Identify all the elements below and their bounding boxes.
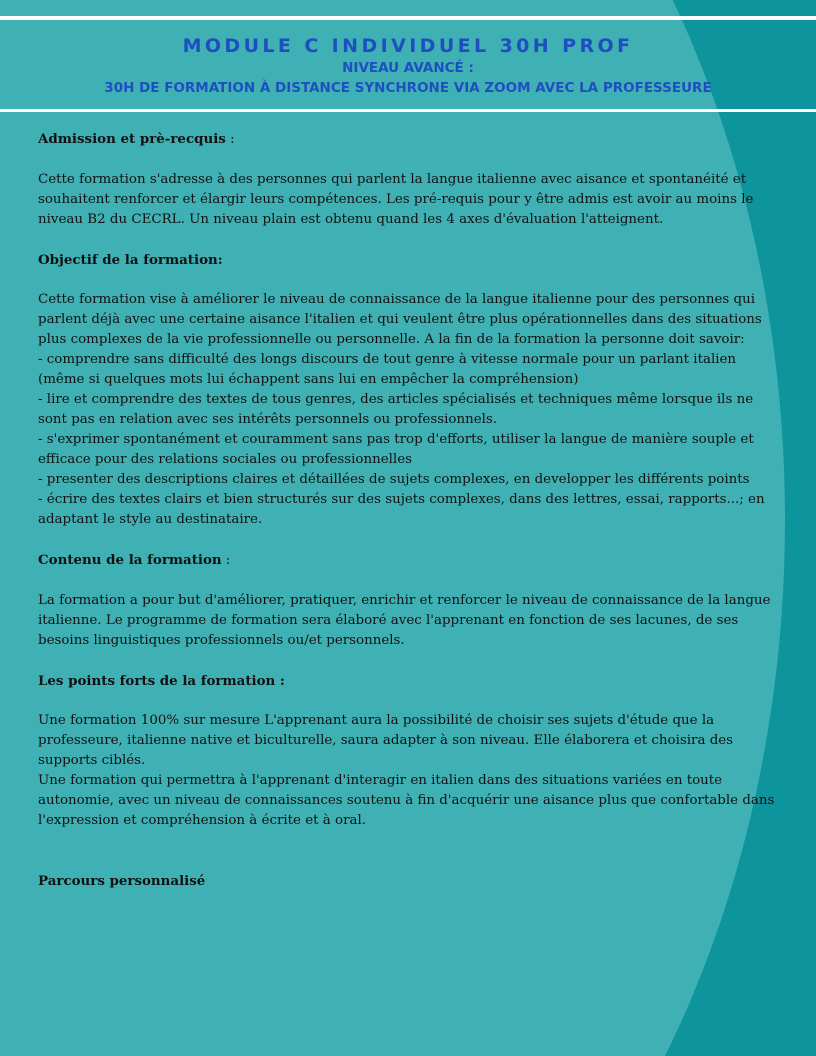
header-bottom-rule bbox=[0, 109, 816, 112]
contenu-heading: Contenu de la formation bbox=[38, 552, 222, 568]
level-subtitle: NIVEAU AVANCÉ : bbox=[342, 60, 474, 76]
admission-heading: Admission et prè-recquis bbox=[38, 131, 226, 147]
contenu-heading-suffix: : bbox=[221, 553, 231, 568]
contenu-heading-line bbox=[38, 550, 776, 571]
admission-heading-line bbox=[38, 129, 776, 150]
parcours-heading: Parcours personnalisé bbox=[38, 873, 206, 889]
points-forts-text-1: Une formation 100% sur mesure L'apprenant aura la possibilité de choisir ses sujets d'étude que la professeure, italienne native et biculturelle, saura adapter à son niveau. Elle élaborera et choisira des supports ciblés. bbox=[38, 713, 734, 768]
format-subtitle: 30H DE FORMATION À DISTANCE SYNCHRONE VIA ZOOM AVEC LA PROFESSEURE bbox=[104, 80, 712, 96]
admission-text: Cette formation s'adresse à des personnes qui parlent la langue italienne avec aisance et spontanéité et souhaitent renforcer et élargir leurs compétences. Les pré-requis pour y être admis est avoir au moins le niveau B2 du CECRL. Un niveau plain est obtenu quand les 4 axes d'évaluation l'atteignent. bbox=[38, 172, 754, 227]
header-top-rule bbox=[0, 16, 816, 20]
objectif-item: - écrire des textes clairs et bien structurés sur des sujets complexes, dans des lettres, essai, rapports...; en adaptant le style au destinataire. bbox=[38, 492, 765, 527]
objectif-intro: Cette formation vise à améliorer le niveau de connaissance de la langue italienne pour des personnes qui parlent déjà avec une certaine aisance l'italien et qui veulent être plus opérationnelles dans des situations plus complexes de la vie professionnelle ou personnelle. A la fin de la formation la personne doit savoir: bbox=[38, 292, 762, 347]
points-forts-heading: Les points forts de la formation : bbox=[38, 673, 285, 689]
objectif-item: - presenter des descriptions claires et détaillées de sujets complexes, en developper les différents points bbox=[38, 472, 750, 487]
objectif-item: - s'exprimer spontanément et couramment sans pas trop d'efforts, utiliser la langue de manière souple et efficace pour des relations sociales ou professionnelles bbox=[38, 432, 754, 467]
objectif-item: - comprendre sans difficulté des longs discours de tout genre à vitesse normale pour un parlant italien (même si quelques mots lui échappent sans lui en empêcher la compréhension) bbox=[38, 352, 737, 387]
objectif-heading: Objectif de la formation: bbox=[38, 252, 223, 268]
document-body bbox=[38, 129, 776, 891]
contenu-text: La formation a pour but d'améliorer, pratiquer, enrichir et renforcer le niveau de connaissance de la langue italienne. Le programme de formation sera élaboré avec l'apprenant en fonction de ses lacunes, de ses besoins linguistiques professionnels ou/et personnels. bbox=[38, 593, 771, 648]
admission-heading-suffix: : bbox=[225, 132, 235, 147]
module-title: MODULE C INDIVIDUEL 30H PROF bbox=[182, 35, 634, 57]
objectif-item: - lire et comprendre des textes de tous genres, des articles spécialisés et techniques même lorsque ils ne sont pas en relation avec ses intérêts personnels ou professionnels. bbox=[38, 392, 754, 427]
document-header bbox=[0, 34, 816, 98]
points-forts-text-2: Une formation qui permettra à l'apprenant d'interagir en italien dans des situations variées en toute autonomie, avec un niveau de connaissances soutenu à fin d'acquérir une aisance plus que confortable dans l'expression et compréhension à écrite et à oral. bbox=[38, 773, 775, 828]
